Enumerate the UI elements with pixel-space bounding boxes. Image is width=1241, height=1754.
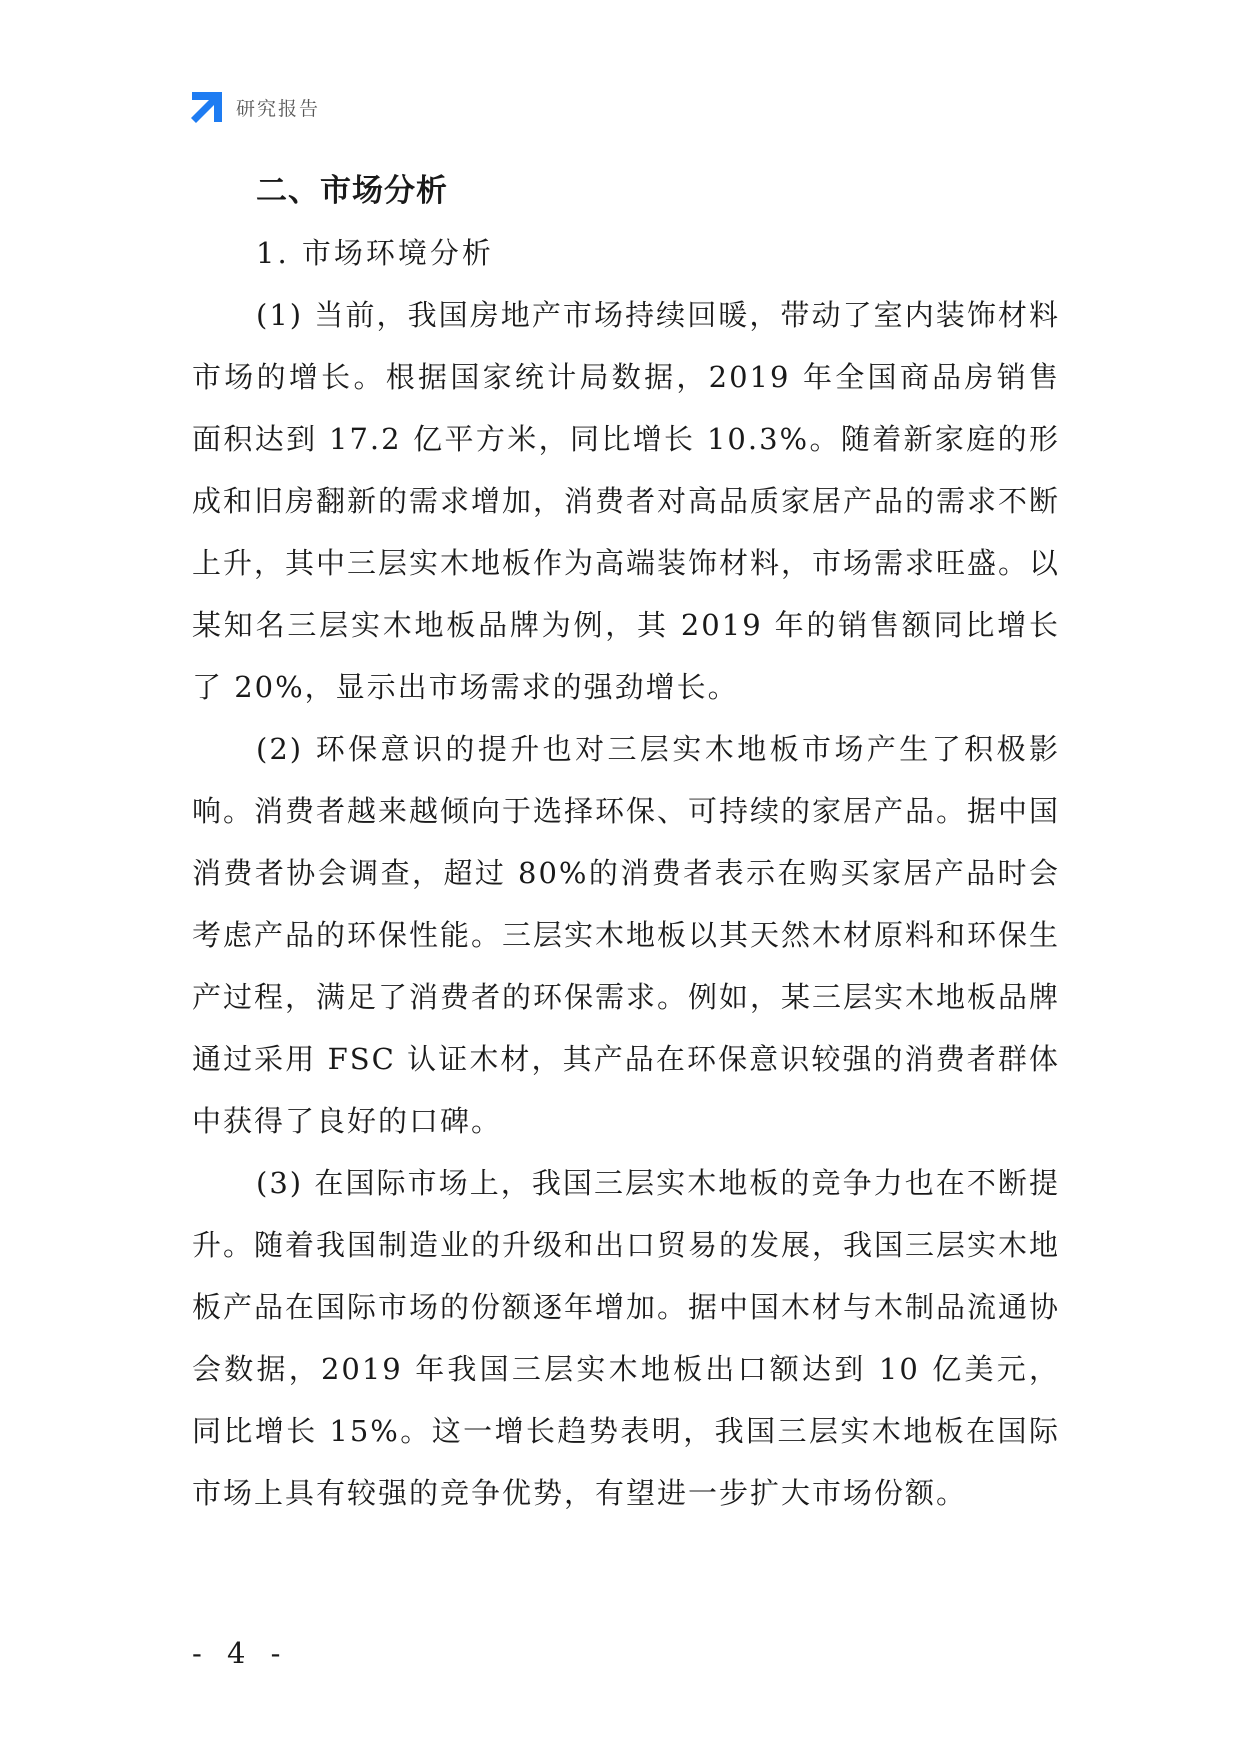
- paragraph-1: (1) 当前，我国房地产市场持续回暖，带动了室内装饰材料市场的增长。根据国家统计局数据，2019 年全国商品房销售面积达到 17.2 亿平方米，同比增长 10.3%。随着新家庭的形成和旧房翻新的需求增加，消费者对高品质家居产品的需求不断上升，其中三层实木地板作为高端装饰材料，市场需求旺盛。以某知名三层实木地板品牌为例，其 2019 年的销售额同比增长了 20%，显示出市场需求的强劲增长。: [192, 298, 1061, 704]
- subsection-title: 1. 市场环境分析: [256, 236, 494, 270]
- document-body: [192, 160, 1060, 1524]
- paragraph-3: (3) 在国际市场上，我国三层实木地板的竞争力也在不断提升。随着我国制造业的升级和出口贸易的发展，我国三层实木地板产品在国际市场的份额逐年增加。据中国木材与木制品流通协会数据，2019 年我国三层实木地板出口额达到 10 亿美元，同比增长 15%。这一增长趋势表明，我国三层实木地板在国际市场上具有较强的竞争优势，有望进一步扩大市场份额。: [192, 1166, 1061, 1510]
- arrow-up-right-icon: [190, 90, 224, 124]
- report-header: [190, 90, 320, 124]
- paragraph-2: (2) 环保意识的提升也对三层实木地板市场产生了积极影响。消费者越来越倾向于选择环保、可持续的家居产品。据中国消费者协会调查，超过 80%的消费者表示在购买家居产品时会考虑产品的环保性能。三层实木地板以其天然木材原料和环保生产过程，满足了消费者的环保需求。例如，某三层实木地板品牌通过采用 FSC 认证木材，其产品在环保意识较强的消费者群体中获得了良好的口碑。: [192, 732, 1061, 1138]
- header-label: 研究报告: [236, 97, 321, 120]
- page-number: - 4 -: [192, 1636, 289, 1670]
- section-title: 二、市场分析: [256, 173, 448, 209]
